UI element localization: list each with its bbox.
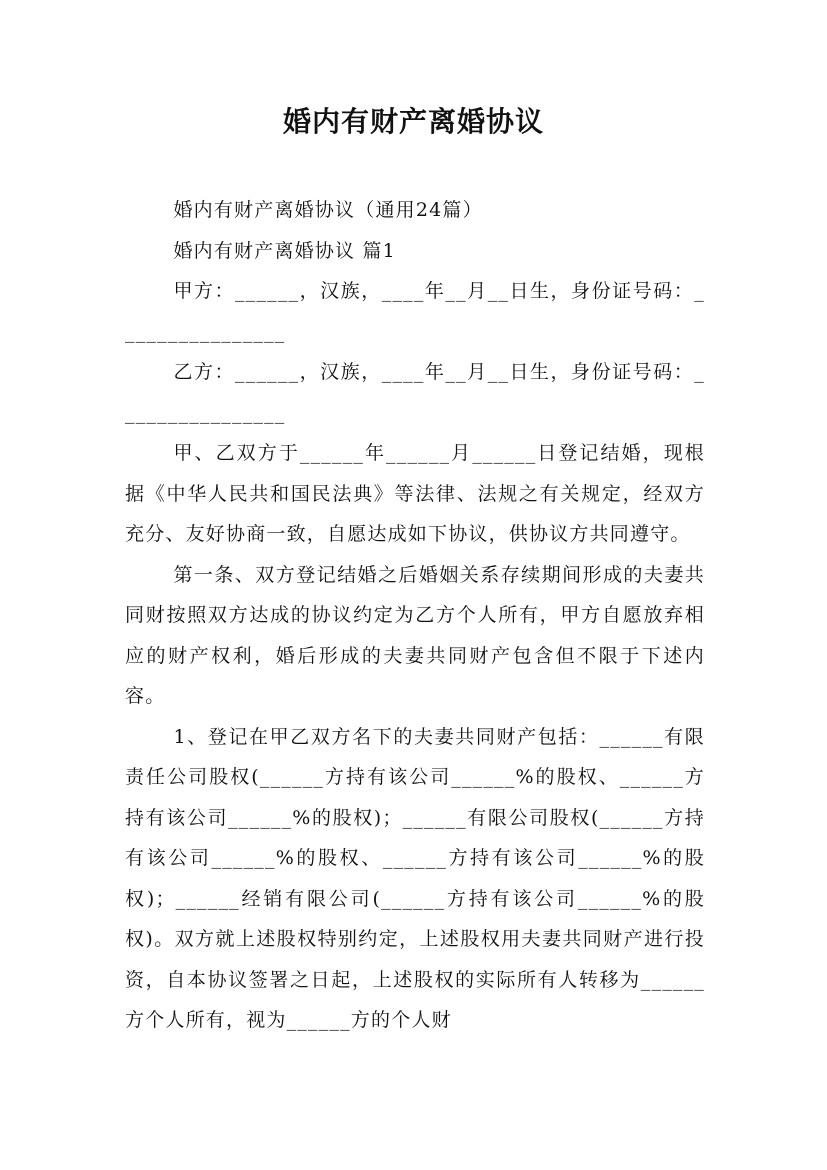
paragraph-party-a: 甲方：______，汉族，____年__月__日生，身份证号码：________________ [125, 280, 705, 343]
paragraph-article-1: 第一条、双方登记结婚之后婚姻关系存续期间形成的夫妻共同财按照双方达成的协议约定为乙方个人所有，甲方自愿放弃相应的财产权利，婚后形成的夫妻共同财产包含但不限于下述内容。 [125, 563, 705, 707]
paragraph-party-b: 乙方：______，汉族，____年__月__日生，身份证号码：________________ [125, 361, 705, 424]
document-title: 婚内有财产离婚协议 [282, 105, 544, 138]
paragraph-section-heading: 婚内有财产离婚协议 篇1 [173, 239, 396, 262]
document-body [125, 190, 705, 1041]
paragraph-subtitle: 婚内有财产离婚协议（通用24篇） [173, 199, 483, 221]
paragraph-preamble: 甲、乙双方于______年______月______日登记结婚，现根据《中华人民共和国民法典》等法律、法规之有关规定，经双方充分、友好协商一致，自愿达成如下协议，供协议方共同遵守。 [125, 442, 705, 545]
paragraph-clause-1: 1、登记在甲乙双方名下的夫妻共同财产包括：______有限责任公司股权(______方持有该公司______%的股权、______方持有该公司______%的股权)；______有限公司股权(______方持有该公司______%的股权、______方持有该公司______%的股权)；______经销有限公司(______方持有该公司______%的股权)。双方就上述股权特别约定，上述股权用夫妻共同财产进行投资，自本协议签署之日起，上述股权的实际所有人转移为______方个人所有，视为______方的个人财 [125, 725, 705, 1031]
